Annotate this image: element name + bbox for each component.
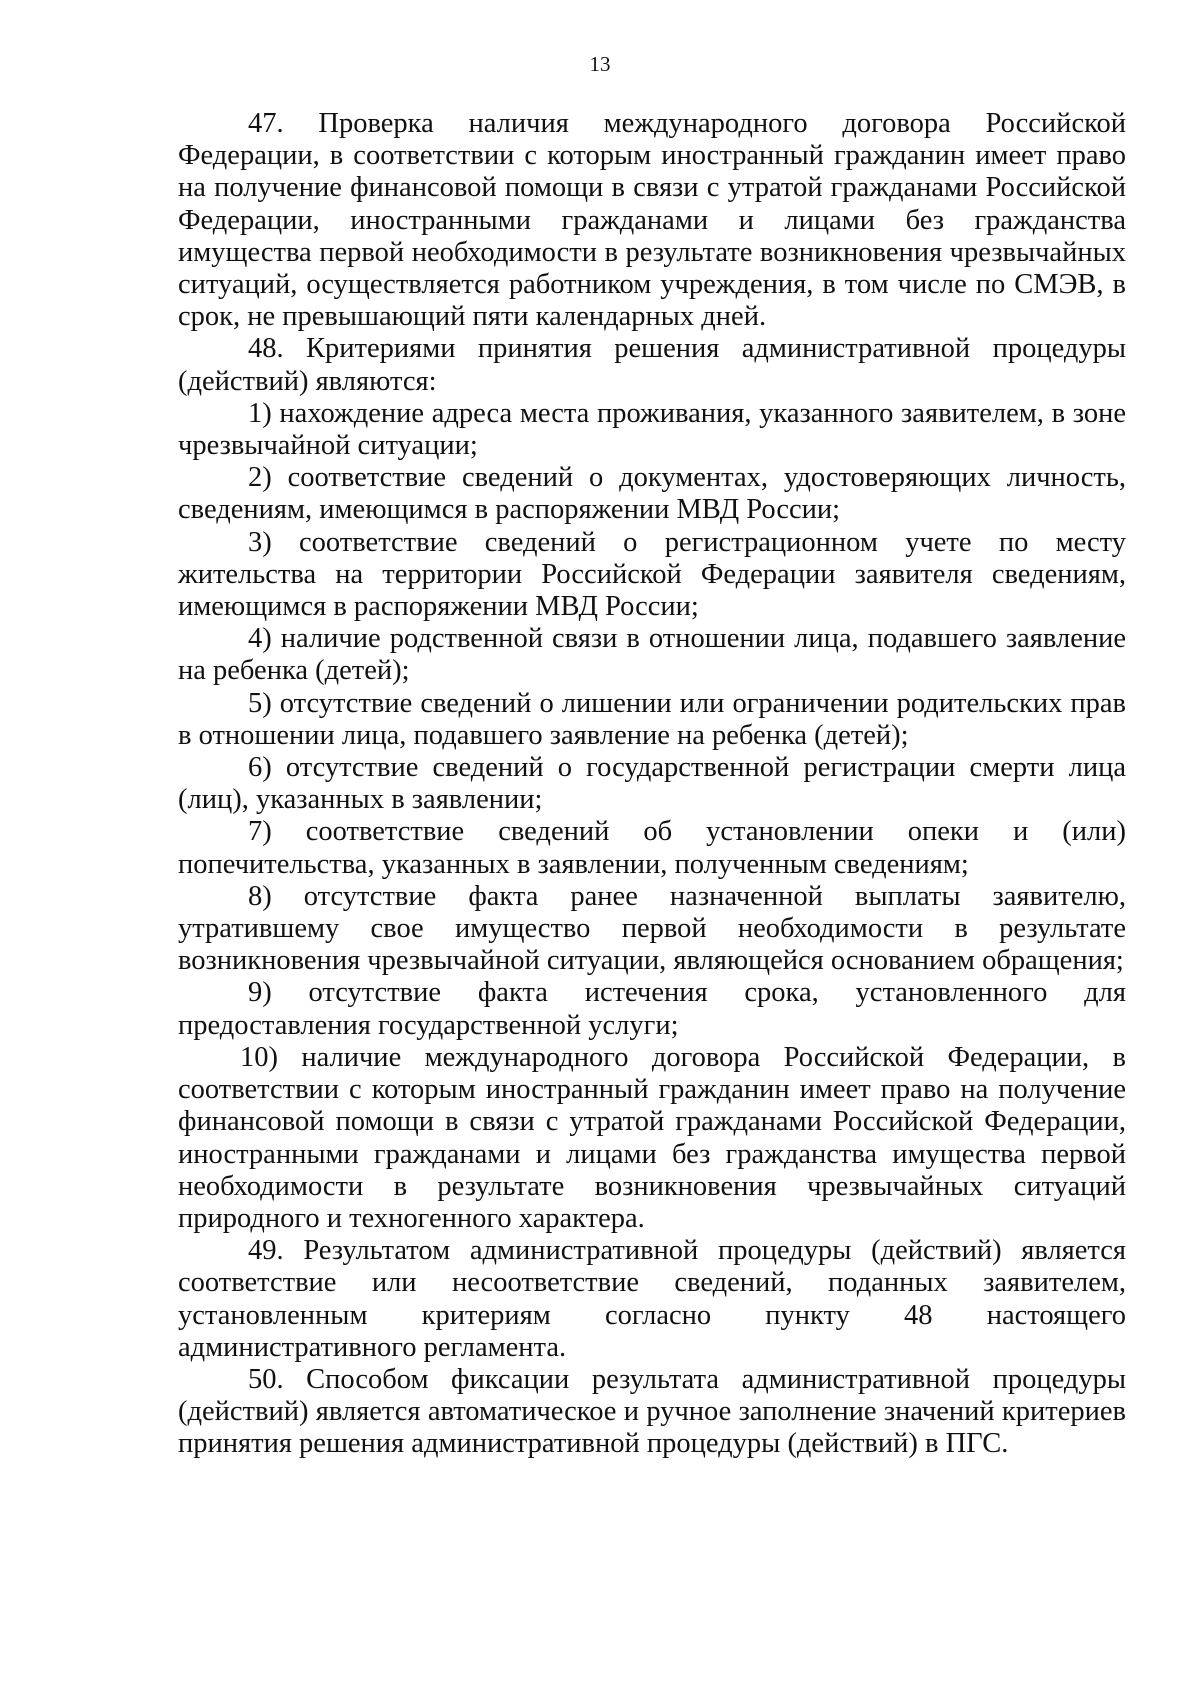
criterion-item-5: 5) отсутствие сведений о лишении или ограничении родительских прав в отношении лица, подавшего заявление на ребенка (детей); [178,687,1126,751]
criterion-item-2: 2) соответствие сведений о документах, удостоверяющих личность, сведениям, имеющимся в распоряжении МВД России; [178,462,1126,526]
criterion-item-1: 1) нахождение адреса места проживания, указанного заявителем, в зоне чрезвычайной ситуации; [178,397,1126,462]
paragraph-47: 47. Проверка наличия международного договора Российской Федерации, в соответствии с которым иностранный гражданин имеет право на получение финансовой помощи в связи с утратой гражданами Российской Федерации, иностранными гражданами и лицами без гражданства имущества первой необходимости в результате возникновения чрезвычайных ситуаций, осуществляется работником учреждения, в том числе по СМЭВ, в срок, не превышающий пяти календарных дней. [178,108,1126,333]
criterion-item-6: 6) отсутствие сведений о государственной регистрации смерти лица (лиц), указанных в заявлении; [178,752,1126,816]
criterion-item-4: 4) наличие родственной связи в отношении лица, подавшего заявление на ребенка (детей); [178,623,1126,687]
paragraph-49: 49. Результатом административной процедуры (действий) является соответствие или несоответствие сведений, поданных заявителем, установленным критериям согласно пункту 48 настоящего административного регламента. [178,1235,1126,1363]
criterion-item-7: 7) соответствие сведений об установлении опеки и (или) попечительства, указанных в заявлении, полученным сведениям; [178,816,1126,880]
criterion-item-9: 9) отсутствие факта истечения срока, установленного для предоставления государственной услуги; [178,977,1126,1041]
paragraph-48: 48. Критериями принятия решения административной процедуры (действий) являются: [178,333,1126,397]
criterion-item-3: 3) соответствие сведений о регистрационном учете по месту жительства на территории Российской Федерации заявителя сведениям, имеющимся в распоряжении МВД России; [178,526,1126,623]
page-number: 13 [589,52,611,76]
criterion-item-10: 10) наличие международного договора Российской Федерации, в соответствии с которым иностранный гражданин имеет право на получение финансовой помощи в связи с утратой гражданами Российской Федерации, иностранными гражданами и лицами без гражданства имущества первой необходимости в результате возникновения чрезвычайных ситуаций природного и техногенного характера. [178,1041,1126,1234]
document-body [178,108,1126,1461]
paragraph-50: 50. Способом фиксации результата административной процедуры (действий) является автоматическое и ручное заполнение значений критериев принятия решения административной процедуры (действий) в ПГС. [178,1363,1126,1460]
criterion-item-8: 8) отсутствие факта ранее назначенной выплаты заявителю, утратившему свое имущество первой необходимости в результате возникновения чрезвычайной ситуации, являющейся основанием обращения; [178,880,1126,977]
